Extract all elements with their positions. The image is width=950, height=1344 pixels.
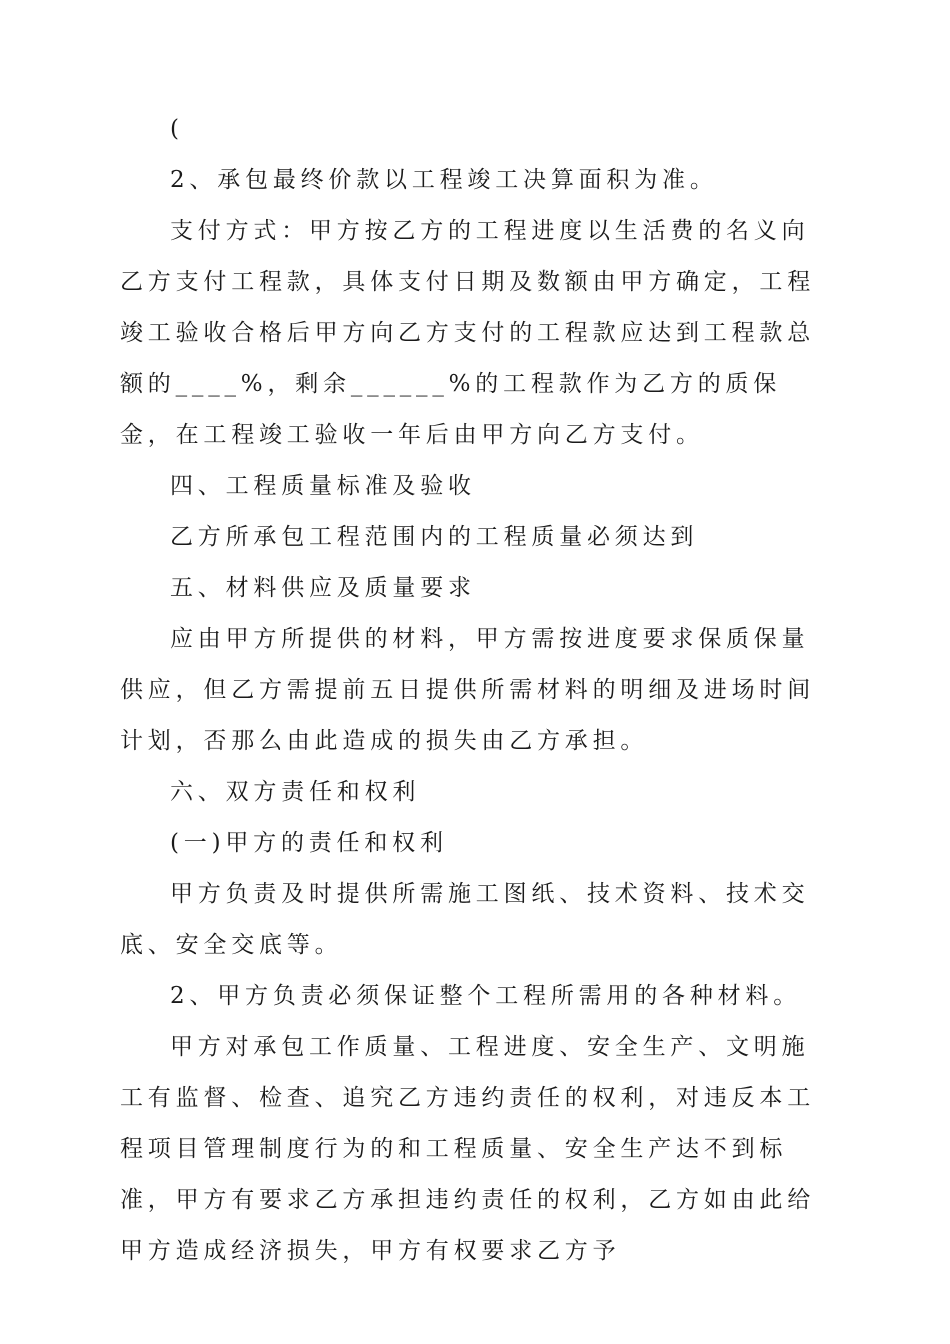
paragraph-supervision: 甲方对承包工作质量、工程进度、安全生产、文明施工有监督、检查、追究乙方违约责任的权利，对违反本工程项目管理制度行为的和工程质量、安全生产达不到标准，甲方有要求乙方承担违约责任的权利，乙方如由此给甲方造成经济损失，甲方有权要求乙方予 — [120, 1034, 815, 1264]
section-heading-materials: 五、材料供应及质量要求 — [170, 575, 476, 601]
document-page — [120, 104, 834, 1277]
paragraph-drawings: 甲方负责及时提供所需施工图纸、技术资料、技术交底、安全交底等。 — [120, 881, 810, 958]
paragraph-payment-method: 支付方式：甲方按乙方的工程进度以生活费的名义向乙方支付工程款，具体支付日期及数额由甲方确定，工程竣工验收合格后甲方向乙方支付的工程款应达到工程款总额的____%，剩余______%的工程款作为乙方的质保金，在工程竣工验收一年后由甲方向乙方支付。 — [120, 218, 815, 448]
paragraph-final-price: 2、承包最终价款以工程竣工决算面积为准。 — [170, 167, 718, 193]
paragraph-material-supply: 应由甲方所提供的材料，甲方需按进度要求保质保量供应，但乙方需提前五日提供所需材料的明细及进场时间计划，否那么由此造成的损失由乙方承担。 — [120, 626, 815, 754]
paragraph-materials-guarantee: 2、甲方负责必须保证整个工程所需用的各种材料。 — [170, 983, 802, 1009]
subsection-heading-party-a: (一)甲方的责任和权利 — [170, 830, 448, 856]
paragraph-open-paren: ( — [170, 116, 184, 142]
section-heading-responsibilities: 六、双方责任和权利 — [170, 779, 421, 805]
paragraph-quality-standard: 乙方所承包工程范围内的工程质量必须达到 — [170, 524, 699, 550]
section-heading-quality: 四、工程质量标准及验收 — [170, 473, 476, 499]
